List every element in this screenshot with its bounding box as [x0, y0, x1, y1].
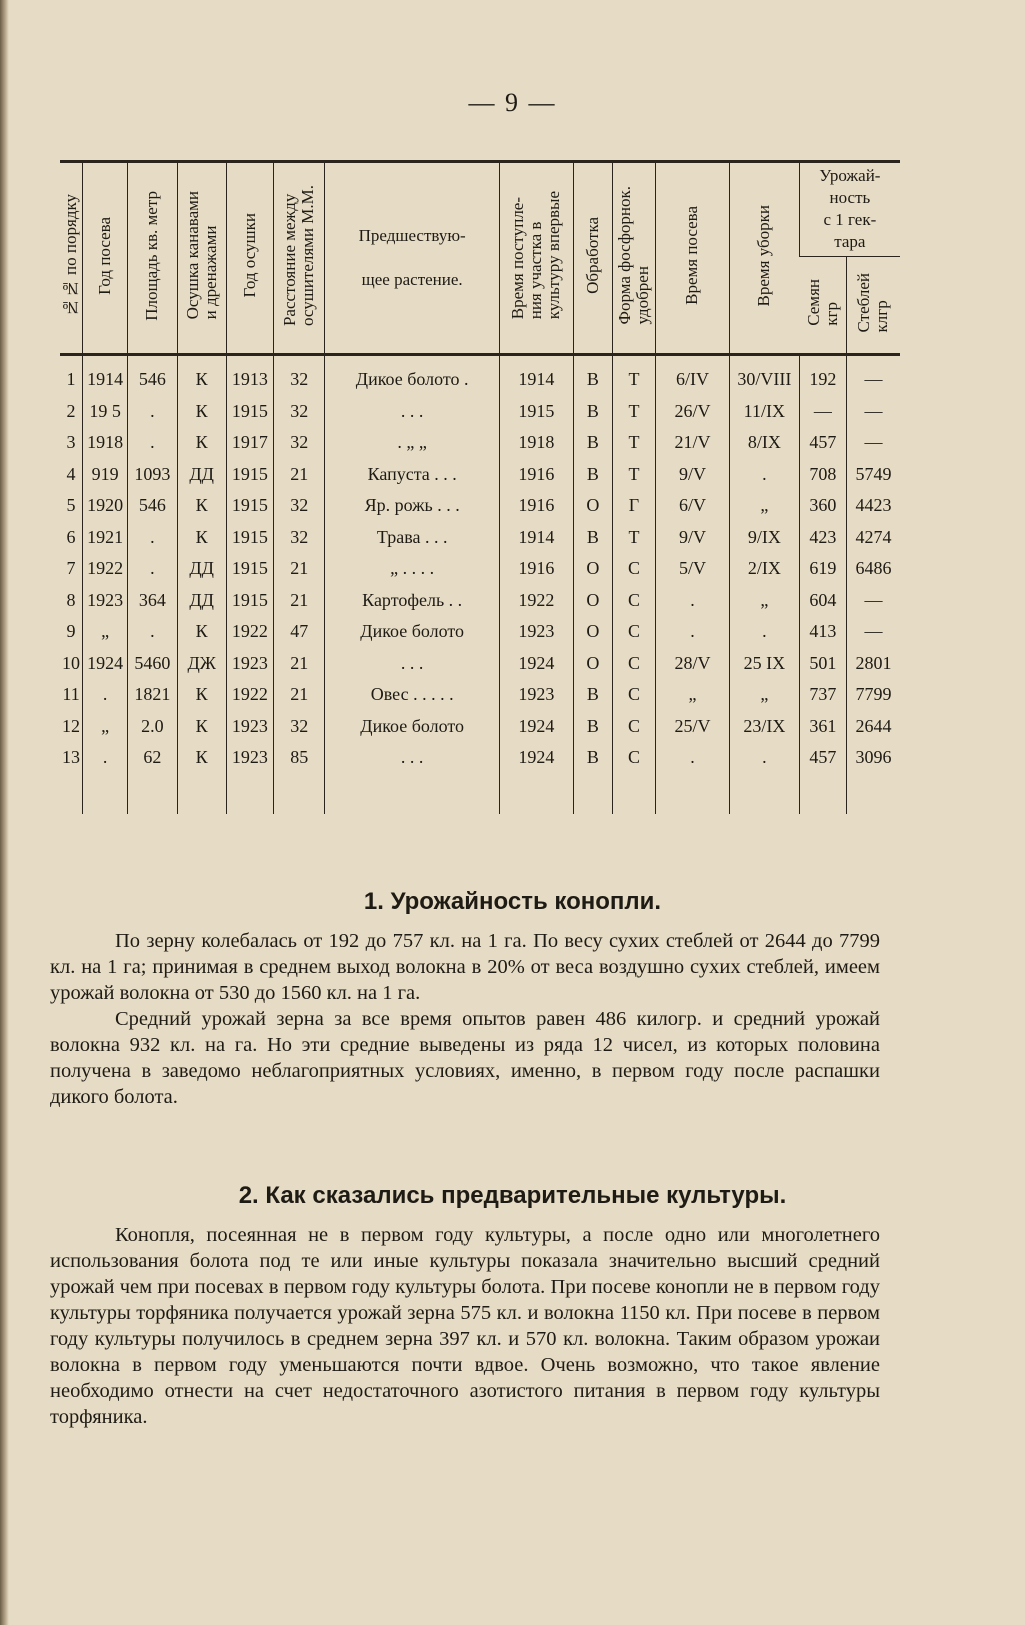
- table-cell: —: [799, 396, 846, 428]
- table-row: [60, 427, 900, 459]
- table-cell: „: [83, 711, 128, 743]
- header-year-drained: Год осушки: [239, 213, 259, 298]
- table-cell: 9: [66, 621, 76, 641]
- table-cell: 25 IX: [729, 648, 799, 680]
- table-cell: К: [177, 427, 226, 459]
- table-row: [60, 648, 900, 680]
- table-cell: .: [729, 459, 799, 491]
- table-cell: 1918: [499, 427, 573, 459]
- table-cell: 1821: [128, 679, 177, 711]
- table-row: [60, 522, 900, 554]
- table-cell: „: [729, 679, 799, 711]
- table-cell: „: [729, 490, 799, 522]
- table-cell: „ . . . .: [325, 553, 500, 585]
- table-cell: В: [573, 522, 612, 554]
- table-cell: . . .: [325, 742, 500, 774]
- table-cell: В: [573, 396, 612, 428]
- table-cell: 1916: [499, 459, 573, 491]
- table-cell: 1923: [499, 679, 573, 711]
- table-cell: С: [612, 742, 655, 774]
- table-cell: 1923: [83, 585, 128, 617]
- table-cell: Т: [612, 355, 655, 396]
- table-cell: 360: [799, 490, 846, 522]
- table-cell: 1916: [499, 553, 573, 585]
- table-row: [60, 355, 900, 396]
- table-cell: 1923: [499, 616, 573, 648]
- table-cell: „: [656, 679, 730, 711]
- table-cell: 457: [799, 742, 846, 774]
- table-cell: 413: [799, 616, 846, 648]
- table-cell: 28/V: [656, 648, 730, 680]
- header-number: №№ по порядку: [61, 193, 81, 318]
- table-cell: 11/IX: [729, 396, 799, 428]
- table-body: [60, 355, 900, 814]
- table-cell: 1915: [226, 553, 273, 585]
- table-cell: 361: [799, 711, 846, 743]
- table-cell: Трава . . .: [325, 522, 500, 554]
- table-cell: 1917: [226, 427, 273, 459]
- table-cell: 6/IV: [656, 355, 730, 396]
- table-cell: 30/VIII: [729, 355, 799, 396]
- table-cell: 457: [799, 427, 846, 459]
- table-cell: 919: [83, 459, 128, 491]
- table-cell: „: [729, 585, 799, 617]
- table-cell: 47: [274, 616, 325, 648]
- table-cell: 21: [274, 679, 325, 711]
- table-cell: 737: [799, 679, 846, 711]
- header-sowing-time: Время посева: [682, 206, 702, 305]
- table-cell: . „ „: [325, 427, 500, 459]
- table-cell: К: [177, 616, 226, 648]
- table-cell: ДЖ: [177, 648, 226, 680]
- table-cell: 4274: [846, 522, 900, 554]
- table-cell: 5/V: [656, 553, 730, 585]
- table-cell: 364: [128, 585, 177, 617]
- table-cell: Овес . . . . .: [325, 679, 500, 711]
- table-cell: 21/V: [656, 427, 730, 459]
- table-cell: Т: [612, 459, 655, 491]
- table-cell: 21: [274, 459, 325, 491]
- table-row: [60, 616, 900, 648]
- section-2-title: 2. Как сказались предварительные культуры.: [238, 1182, 787, 1209]
- table-cell: 1915: [226, 396, 273, 428]
- table-row: [60, 553, 900, 585]
- table-row: [60, 459, 900, 491]
- table-cell: 1918: [83, 427, 128, 459]
- table-cell: 1914: [83, 355, 128, 396]
- table-cell: 8: [66, 589, 76, 610]
- table-row: [60, 490, 900, 522]
- table-cell: —: [846, 585, 900, 617]
- table-row: [60, 396, 900, 428]
- table-cell: Т: [612, 396, 655, 428]
- header-previous-crop: Предшествую- щее растение.: [358, 226, 466, 289]
- table-cell: .: [656, 742, 730, 774]
- table-cell: 1914: [499, 522, 573, 554]
- table-cell: 6: [66, 526, 76, 547]
- table-cell: 2: [66, 400, 76, 421]
- table-cell: .: [128, 522, 177, 554]
- table-cell: 423: [799, 522, 846, 554]
- table-cell: 546: [128, 490, 177, 522]
- header-stems: Стеблей клгр: [854, 272, 892, 333]
- table-cell: 26/V: [656, 396, 730, 428]
- table-cell: Дикое болото: [325, 711, 500, 743]
- table-cell: 6/V: [656, 490, 730, 522]
- table-cell: 1916: [499, 490, 573, 522]
- table-cell: 7799: [846, 679, 900, 711]
- table-cell: 1922: [499, 585, 573, 617]
- table-cell: „: [83, 616, 128, 648]
- table-row: [60, 585, 900, 617]
- table-cell: В: [573, 679, 612, 711]
- table-cell: .: [83, 742, 128, 774]
- table-cell: 1915: [226, 585, 273, 617]
- table-cell: К: [177, 522, 226, 554]
- table-cell: 7: [66, 558, 76, 578]
- table-cell: О: [573, 490, 612, 522]
- table-cell: Т: [612, 522, 655, 554]
- table-cell: С: [612, 585, 655, 617]
- table-cell: 1913: [226, 355, 273, 396]
- table-cell: К: [177, 679, 226, 711]
- table-cell: В: [573, 427, 612, 459]
- table-spacer-row: [60, 774, 900, 814]
- table-cell: 1: [66, 369, 76, 389]
- table-cell: 32: [274, 711, 325, 743]
- table-cell: К: [177, 490, 226, 522]
- table-cell: Г: [612, 490, 655, 522]
- table-cell: 2/IX: [729, 553, 799, 585]
- table-cell: 32: [274, 522, 325, 554]
- table-cell: 62: [128, 742, 177, 774]
- table-cell: 1922: [226, 679, 273, 711]
- table-cell: 21: [274, 553, 325, 585]
- table-cell: 1923: [226, 742, 273, 774]
- table-cell: О: [573, 648, 612, 680]
- table-cell: .: [128, 616, 177, 648]
- table-cell: С: [612, 648, 655, 680]
- section-1-paragraph-2: Средний урожай зерна за все время опытов равен 486 килогр. и средний урожай волокна 932 кл. на га. Но эти средние выведены из ряда 12 чисел, из которых половина получена в заведомо неблагоприятных условиях, именно, в первом году после распашки дикого болота.: [50, 1008, 880, 1108]
- table-cell: 8/IX: [729, 427, 799, 459]
- table-cell: 3: [66, 432, 76, 452]
- table-cell: 32: [274, 427, 325, 459]
- table-cell: .: [83, 679, 128, 711]
- header-treatment: Обработка: [582, 217, 602, 294]
- table-cell: 6486: [846, 553, 900, 585]
- header-yield-per-hectare: Урожай- ность с 1 гек- тара: [819, 166, 881, 252]
- table-cell: 1921: [83, 522, 128, 554]
- table-cell: —: [846, 616, 900, 648]
- table-cell: —: [846, 427, 900, 459]
- table-cell: О: [573, 616, 612, 648]
- table-cell: 10: [62, 652, 81, 673]
- table-cell: 13: [62, 747, 81, 767]
- table-cell: .: [128, 553, 177, 585]
- data-table-container: [60, 160, 900, 814]
- table-cell: 1924: [499, 648, 573, 680]
- table-cell: .: [128, 396, 177, 428]
- table-cell: .: [729, 742, 799, 774]
- table-row: [60, 711, 900, 743]
- table-cell: 501: [799, 648, 846, 680]
- table-cell: К: [177, 742, 226, 774]
- section-1-paragraph-1: По зерну колебалась от 192 до 757 кл. на 1 га. По весу сухих стеблей от 2644 до 7799 кл. на 1 га; принимая в среднем выход волокна в 20% от веса воздушно сухих стеблей, имеем урожай волокна от 530 до 1560 кл. на 1 га.: [50, 930, 880, 1004]
- table-cell: . . .: [325, 396, 500, 428]
- table-cell: .: [729, 616, 799, 648]
- header-area: Площадь кв. метр: [142, 190, 162, 321]
- table-cell: 708: [799, 459, 846, 491]
- table-cell: 32: [274, 355, 325, 396]
- table-cell: 1922: [226, 616, 273, 648]
- table-cell: 12: [62, 715, 81, 736]
- header-fertilizer-form: Форма фосфорнок. удобрен: [614, 186, 652, 325]
- header-time-entered: Время поступле- ния участка в культуру впервые: [508, 191, 564, 320]
- table-cell: 1915: [499, 396, 573, 428]
- section-1-text: [50, 928, 880, 1110]
- table-cell: 32: [274, 396, 325, 428]
- table-cell: 1924: [83, 648, 128, 680]
- header-drainage: Осушка канавами и дренажами: [182, 191, 220, 320]
- table-cell: .: [656, 616, 730, 648]
- table-cell: 1915: [226, 459, 273, 491]
- table-cell: .: [656, 585, 730, 617]
- table-cell: В: [573, 459, 612, 491]
- table-cell: С: [612, 616, 655, 648]
- table-cell: 1923: [226, 648, 273, 680]
- table-cell: К: [177, 711, 226, 743]
- table-cell: 85: [274, 742, 325, 774]
- table-cell: Картофель . .: [325, 585, 500, 617]
- table-cell: ДД: [177, 553, 226, 585]
- table-cell: 4423: [846, 490, 900, 522]
- table-cell: —: [846, 396, 900, 428]
- table-cell: Дикое болото: [325, 616, 500, 648]
- table-cell: 9/V: [656, 459, 730, 491]
- table-cell: 5: [66, 495, 76, 515]
- table-cell: 2801: [846, 648, 900, 680]
- table-cell: Яр. рожь . . .: [325, 490, 500, 522]
- table-cell: 1093: [128, 459, 177, 491]
- table-cell: О: [573, 553, 612, 585]
- table-cell: 1924: [499, 742, 573, 774]
- table-cell: Капуста . . .: [325, 459, 500, 491]
- table-cell: С: [612, 711, 655, 743]
- table-cell: 1924: [499, 711, 573, 743]
- table-cell: 604: [799, 585, 846, 617]
- table-row: [60, 679, 900, 711]
- table-cell: 23/IX: [729, 711, 799, 743]
- table-cell: 5460: [128, 648, 177, 680]
- hemp-trials-table: [60, 160, 900, 814]
- table-cell: 4: [66, 463, 76, 484]
- table-cell: . . .: [325, 648, 500, 680]
- section-2-paragraph-1: Конопля, посеянная не в первом году культуры, а после одно или многолетнего использования болота под те или иные культуры показала значительно высший средний урожай чем при посевах в первом году культуры болота. При посеве конопли не в первом году культуры торфяника получается урожай зерна 575 кл. и волокна 1150 кл. При посеве в первом году культуры получилось в среднем зерна 397 кл. и 570 кл. волокна. Таким образом урожаи волокна в первом году уменьшаются почти вдвое. Очень возможно, что такое явление необходимо отнести на счет недостаточного азотистого питания в первом году культуры торфяника.: [50, 1224, 880, 1428]
- header-distance: Расстояние между осушителями М.М.: [280, 184, 318, 327]
- table-cell: 1923: [226, 711, 273, 743]
- table-cell: 19 5: [83, 396, 128, 428]
- header-harvest-time: Время уборки: [754, 204, 774, 307]
- section-1-title: 1. Урожайность конопли.: [363, 888, 662, 915]
- section-2-text: [50, 1222, 880, 1430]
- table-cell: 21: [274, 585, 325, 617]
- table-cell: К: [177, 396, 226, 428]
- table-cell: 1915: [226, 490, 273, 522]
- table-cell: —: [846, 355, 900, 396]
- table-cell: 21: [274, 648, 325, 680]
- table-cell: В: [573, 711, 612, 743]
- table-cell: С: [612, 553, 655, 585]
- table-cell: В: [573, 742, 612, 774]
- table-cell: В: [573, 355, 612, 396]
- header-seeds: Семян кгр: [803, 279, 841, 326]
- table-cell: О: [573, 585, 612, 617]
- table-cell: 9/V: [656, 522, 730, 554]
- table-cell: 11: [62, 684, 80, 704]
- table-cell: Т: [612, 427, 655, 459]
- table-cell: ДД: [177, 459, 226, 491]
- table-cell: 1914: [499, 355, 573, 396]
- table-cell: 1915: [226, 522, 273, 554]
- table-cell: 192: [799, 355, 846, 396]
- table-cell: 2.0: [128, 711, 177, 743]
- table-cell: .: [128, 427, 177, 459]
- header-year-sown: Год посева: [95, 216, 115, 295]
- table-cell: 2644: [846, 711, 900, 743]
- page-spine-edge: [0, 0, 9, 1625]
- table-cell: 25/V: [656, 711, 730, 743]
- page-number: — 9 —: [468, 88, 557, 117]
- table-cell: 5749: [846, 459, 900, 491]
- table-cell: 32: [274, 490, 325, 522]
- table-cell: ДД: [177, 585, 226, 617]
- table-cell: С: [612, 679, 655, 711]
- table-cell: 546: [128, 355, 177, 396]
- table-row: [60, 742, 900, 774]
- table-cell: 619: [799, 553, 846, 585]
- table-cell: 9/IX: [729, 522, 799, 554]
- table-cell: 3096: [846, 742, 900, 774]
- table-cell: К: [177, 355, 226, 396]
- table-cell: 1922: [83, 553, 128, 585]
- table-cell: Дикое болото .: [325, 355, 500, 396]
- table-cell: 1920: [83, 490, 128, 522]
